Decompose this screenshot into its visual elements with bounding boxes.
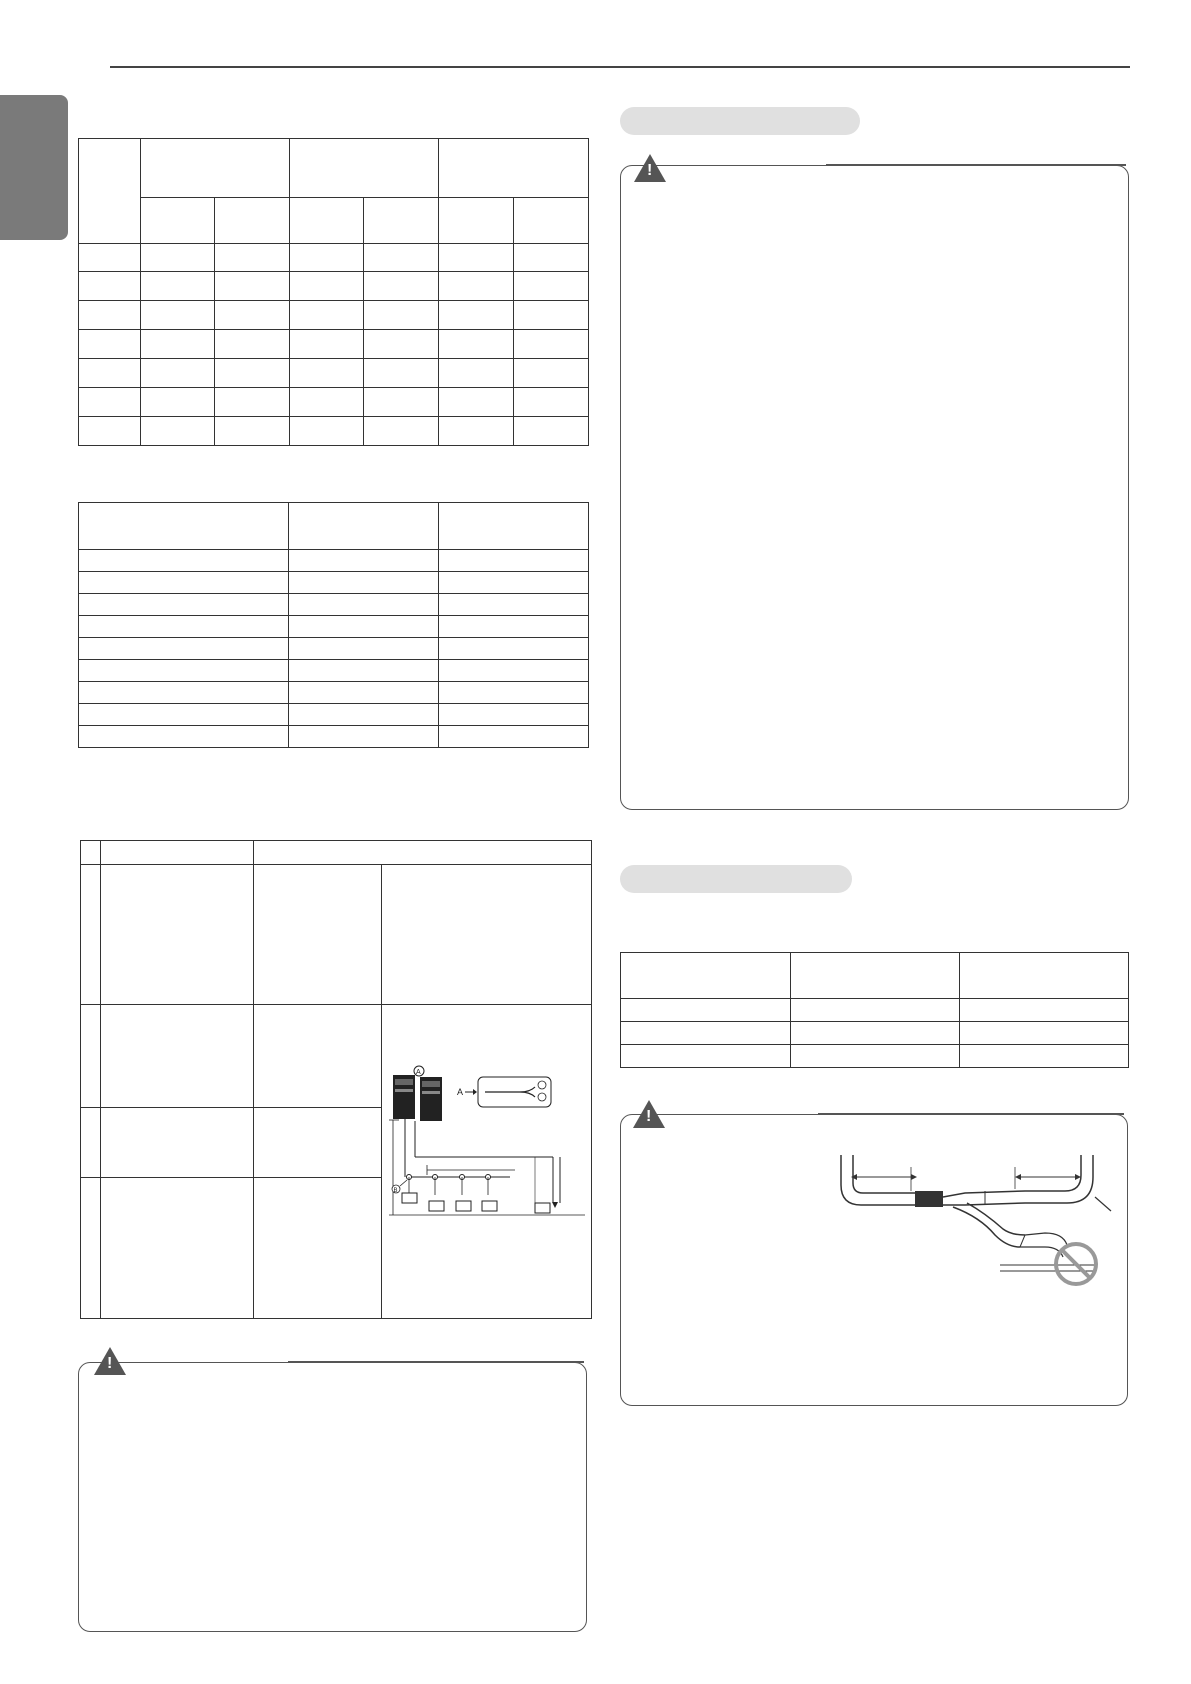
table-row — [621, 999, 1129, 1022]
caution-box-bottom-left — [78, 1362, 587, 1632]
table-header-cell — [79, 139, 141, 244]
table-row — [79, 417, 589, 446]
table-row — [79, 660, 589, 682]
table-row — [79, 244, 589, 272]
header-rule — [110, 66, 1130, 68]
table-row — [79, 388, 589, 417]
caution-rule — [826, 164, 1126, 166]
caution-box-right-1 — [620, 165, 1129, 810]
table-header-cell — [791, 953, 960, 999]
table-row — [79, 704, 589, 726]
table-header-cell — [439, 139, 589, 198]
diagram-label-a: A — [457, 1087, 464, 1097]
spec-table-1 — [78, 138, 589, 446]
table-row — [79, 594, 589, 616]
warning-triangle-icon — [94, 1347, 126, 1375]
table-header-cell — [141, 139, 290, 198]
diagram-circle-a: A — [416, 1069, 421, 1076]
table-row — [79, 638, 589, 660]
table-row — [81, 865, 592, 1005]
caution-rule — [288, 1361, 584, 1363]
table-row — [79, 330, 589, 359]
table-header-cell — [960, 953, 1129, 999]
table-header-cell — [621, 953, 791, 999]
table-header-cell — [439, 503, 589, 550]
table-header-cell — [79, 503, 289, 550]
table-row — [79, 616, 589, 638]
spec-table-4 — [620, 952, 1129, 1068]
diagram-circle-b: B — [393, 1188, 398, 1194]
section-heading-pill-1 — [620, 107, 860, 135]
table-row — [621, 1045, 1129, 1068]
warning-triangle-icon — [634, 154, 666, 182]
table-header-cell — [289, 503, 439, 550]
table-row — [79, 301, 589, 330]
spec-table-2 — [78, 502, 589, 748]
table-row — [79, 359, 589, 388]
table-row — [79, 550, 589, 572]
warning-triangle-icon — [633, 1100, 665, 1128]
no-entry-icon — [1052, 1240, 1100, 1288]
caution-rule — [818, 1113, 1124, 1115]
table-row — [79, 726, 589, 748]
table-header-cell — [290, 139, 439, 198]
table-row — [621, 1022, 1129, 1045]
table-row — [79, 682, 589, 704]
table-row — [79, 272, 589, 301]
side-tab — [0, 95, 68, 240]
piping-diagram — [385, 1065, 590, 1235]
section-heading-pill-2 — [620, 865, 852, 893]
table-row — [79, 572, 589, 594]
